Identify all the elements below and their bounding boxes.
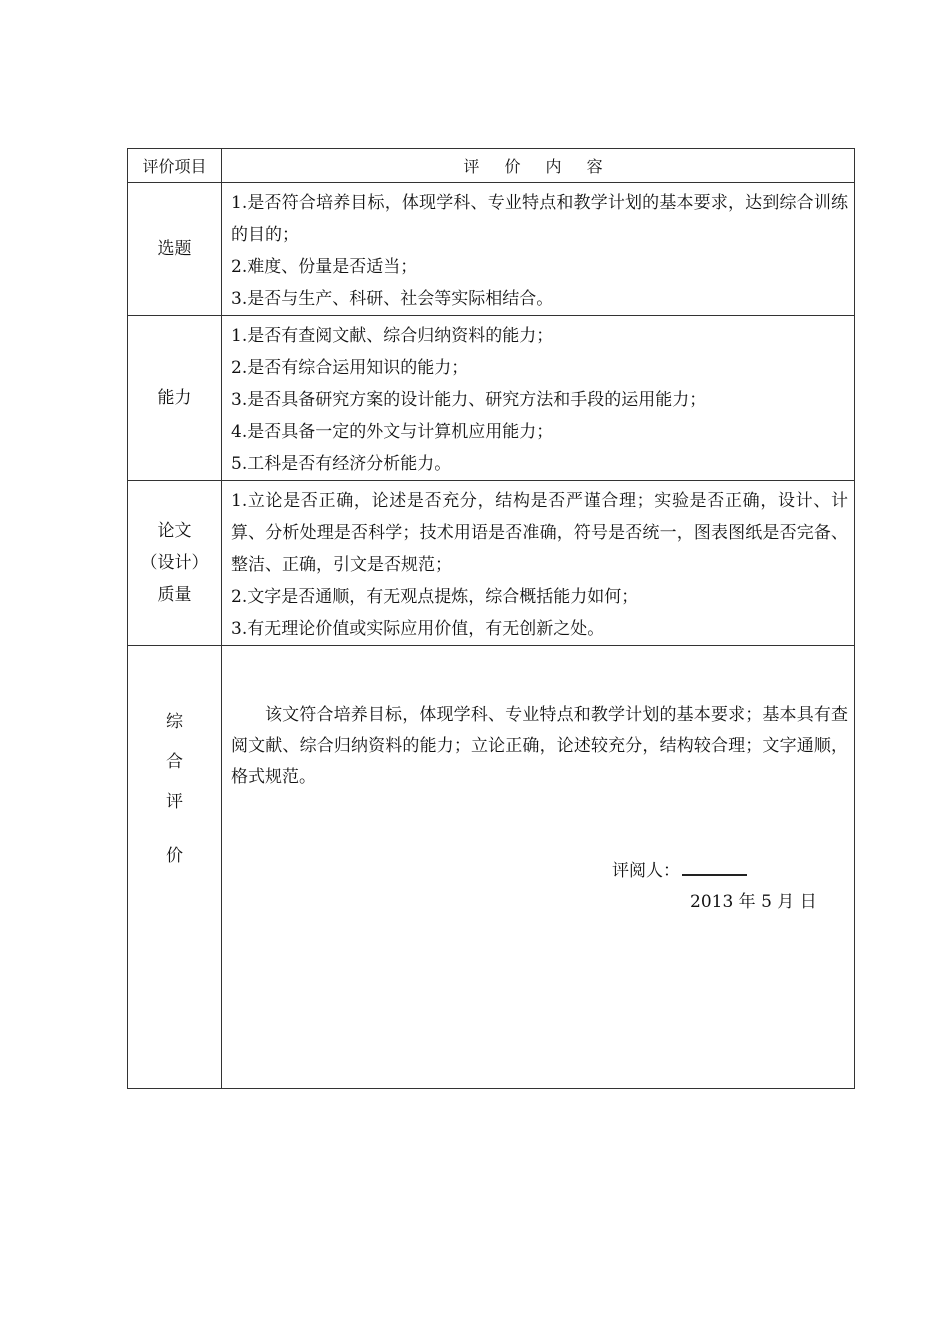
reviewer-label: 评阅人： xyxy=(612,861,680,881)
list-item: 1.是否符合培养目标，体现学科、专业特点和教学计划的基本要求，达到综合训练的目的； xyxy=(231,193,848,245)
label-line: 论文 xyxy=(157,521,192,541)
evaluation-form xyxy=(127,148,854,1089)
label-char: 价 xyxy=(166,846,183,866)
row-content-ability xyxy=(222,316,855,481)
list-item: 1.立论是否正确，论述是否充分，结构是否严谨合理；实验是否正确，设计、计算、分析处理是否科学；技术用语是否准确，符号是否统一，图表图纸是否完备、整洁、正确，引文是否规范； xyxy=(231,491,848,575)
list-item: 3.有无理论价值或实际应用价值，有无创新之处。 xyxy=(231,619,605,639)
label-char: 合 xyxy=(166,752,183,772)
label-line: 质量 xyxy=(157,585,192,605)
row-label-ability: 能力 xyxy=(128,316,222,481)
evaluation-table xyxy=(127,148,855,1089)
summary-row xyxy=(128,646,855,1089)
header-content-label: 评 价 内 容 xyxy=(222,149,855,183)
list-item: 3.是否与生产、科研、社会等实际相结合。 xyxy=(231,289,554,309)
table-row xyxy=(128,481,855,646)
table-row xyxy=(128,183,855,316)
list-item: 2.是否有综合运用知识的能力； xyxy=(231,358,469,378)
table-row xyxy=(128,316,855,481)
list-item: 2.文字是否通顺，有无观点提炼，综合概括能力如何； xyxy=(231,587,639,607)
list-item: 2.难度、份量是否适当； xyxy=(231,257,418,277)
summary-label xyxy=(128,646,222,1089)
list-item: 3.是否具备研究方案的设计能力、研究方法和手段的运用能力； xyxy=(231,390,707,410)
list-item: 4.是否具备一定的外文与计算机应用能力； xyxy=(231,422,554,442)
label-char: 评 xyxy=(166,792,183,812)
review-date: 2013 年 5 月 日 xyxy=(690,892,817,912)
label-line: （设计） xyxy=(140,553,209,573)
list-item: 1.是否有查阅文献、综合归纳资料的能力； xyxy=(231,326,554,346)
summary-content xyxy=(222,646,855,1089)
row-content-topic xyxy=(222,183,855,316)
row-content-quality xyxy=(222,481,855,646)
summary-text: 该文符合培养目标，体现学科、专业特点和教学计划的基本要求；基本具有查阅文献、综合归纳资料的能力；立论正确，论述较充分，结构较合理；文字通顺，格式规范。 xyxy=(231,705,848,787)
header-row xyxy=(128,149,855,183)
list-item: 5.工科是否有经济分析能力。 xyxy=(231,454,452,474)
signature-line xyxy=(682,860,747,876)
label-char: 综 xyxy=(166,712,183,732)
reviewer-signature xyxy=(612,856,747,881)
row-label-topic: 选题 xyxy=(128,183,222,316)
header-item-label: 评价项目 xyxy=(128,149,222,183)
row-label-quality xyxy=(128,481,222,646)
